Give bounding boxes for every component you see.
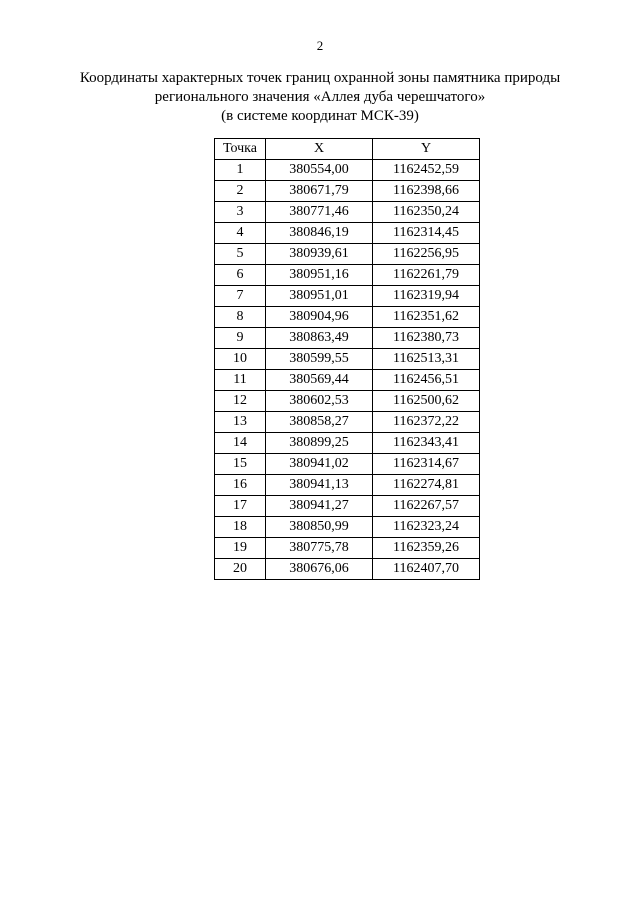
title-line-2: регионального значения «Аллея дуба черешчатого» — [154, 89, 486, 105]
cell-x: 380941,02 — [266, 454, 373, 475]
title-line-3: (в системе координат МСК-39) — [221, 108, 419, 124]
cell-y: 1162314,67 — [373, 454, 480, 475]
cell-point: 15 — [215, 454, 266, 475]
table-row — [215, 160, 480, 181]
table-header-row — [215, 139, 480, 160]
cell-y: 1162500,62 — [373, 391, 480, 412]
cell-point: 18 — [215, 517, 266, 538]
cell-point: 20 — [215, 559, 266, 580]
cell-point: 17 — [215, 496, 266, 517]
cell-x: 380676,06 — [266, 559, 373, 580]
cell-x: 380941,13 — [266, 475, 373, 496]
cell-y: 1162407,70 — [373, 559, 480, 580]
header-point: Точка — [215, 139, 266, 160]
cell-x: 380850,99 — [266, 517, 373, 538]
cell-x: 380858,27 — [266, 412, 373, 433]
cell-x: 380951,16 — [266, 265, 373, 286]
cell-y: 1162261,79 — [373, 265, 480, 286]
cell-y: 1162359,26 — [373, 538, 480, 559]
table-row — [215, 412, 480, 433]
cell-point: 11 — [215, 370, 266, 391]
table-row — [215, 559, 480, 580]
cell-y: 1162372,22 — [373, 412, 480, 433]
header-x: X — [266, 139, 373, 160]
cell-y: 1162513,31 — [373, 349, 480, 370]
cell-x: 380863,49 — [266, 328, 373, 349]
cell-point: 6 — [215, 265, 266, 286]
cell-x: 380671,79 — [266, 181, 373, 202]
cell-y: 1162350,24 — [373, 202, 480, 223]
cell-y: 1162314,45 — [373, 223, 480, 244]
coordinates-table — [214, 138, 480, 580]
table-row — [215, 496, 480, 517]
cell-y: 1162351,62 — [373, 307, 480, 328]
cell-y: 1162267,57 — [373, 496, 480, 517]
cell-y: 1162319,94 — [373, 286, 480, 307]
table-row — [215, 391, 480, 412]
cell-point: 10 — [215, 349, 266, 370]
cell-y: 1162398,66 — [373, 181, 480, 202]
cell-point: 1 — [215, 160, 266, 181]
table-row — [215, 202, 480, 223]
cell-point: 14 — [215, 433, 266, 454]
cell-x: 380904,96 — [266, 307, 373, 328]
cell-y: 1162274,81 — [373, 475, 480, 496]
cell-y: 1162343,41 — [373, 433, 480, 454]
cell-point: 19 — [215, 538, 266, 559]
cell-x: 380941,27 — [266, 496, 373, 517]
cell-point: 7 — [215, 286, 266, 307]
cell-y: 1162380,73 — [373, 328, 480, 349]
cell-y: 1162456,51 — [373, 370, 480, 391]
table-row — [215, 370, 480, 391]
header-y: Y — [373, 139, 480, 160]
table-row — [215, 538, 480, 559]
cell-point: 8 — [215, 307, 266, 328]
table-row — [215, 349, 480, 370]
table-row — [215, 328, 480, 349]
cell-x: 380939,61 — [266, 244, 373, 265]
table-body — [215, 160, 480, 580]
cell-y: 1162256,95 — [373, 244, 480, 265]
cell-x: 380771,46 — [266, 202, 373, 223]
cell-x: 380599,55 — [266, 349, 373, 370]
cell-x: 380554,00 — [266, 160, 373, 181]
table-row — [215, 454, 480, 475]
document-title — [0, 69, 640, 126]
table-row — [215, 244, 480, 265]
cell-point: 16 — [215, 475, 266, 496]
table-row — [215, 517, 480, 538]
cell-y: 1162323,24 — [373, 517, 480, 538]
table-row — [215, 181, 480, 202]
cell-point: 12 — [215, 391, 266, 412]
table-row — [215, 265, 480, 286]
table-row — [215, 223, 480, 244]
cell-point: 9 — [215, 328, 266, 349]
cell-x: 380846,19 — [266, 223, 373, 244]
cell-point: 2 — [215, 181, 266, 202]
cell-point: 5 — [215, 244, 266, 265]
table-row — [215, 307, 480, 328]
title-line-1: Координаты характерных точек границ охранной зоны памятника природы — [79, 70, 561, 86]
cell-y: 1162452,59 — [373, 160, 480, 181]
table-row — [215, 475, 480, 496]
cell-x: 380602,53 — [266, 391, 373, 412]
cell-point: 3 — [215, 202, 266, 223]
table-row — [215, 286, 480, 307]
table-row — [215, 433, 480, 454]
page-number: 2 — [316, 38, 324, 53]
cell-x: 380775,78 — [266, 538, 373, 559]
cell-point: 4 — [215, 223, 266, 244]
cell-x: 380951,01 — [266, 286, 373, 307]
cell-point: 13 — [215, 412, 266, 433]
cell-x: 380569,44 — [266, 370, 373, 391]
cell-x: 380899,25 — [266, 433, 373, 454]
